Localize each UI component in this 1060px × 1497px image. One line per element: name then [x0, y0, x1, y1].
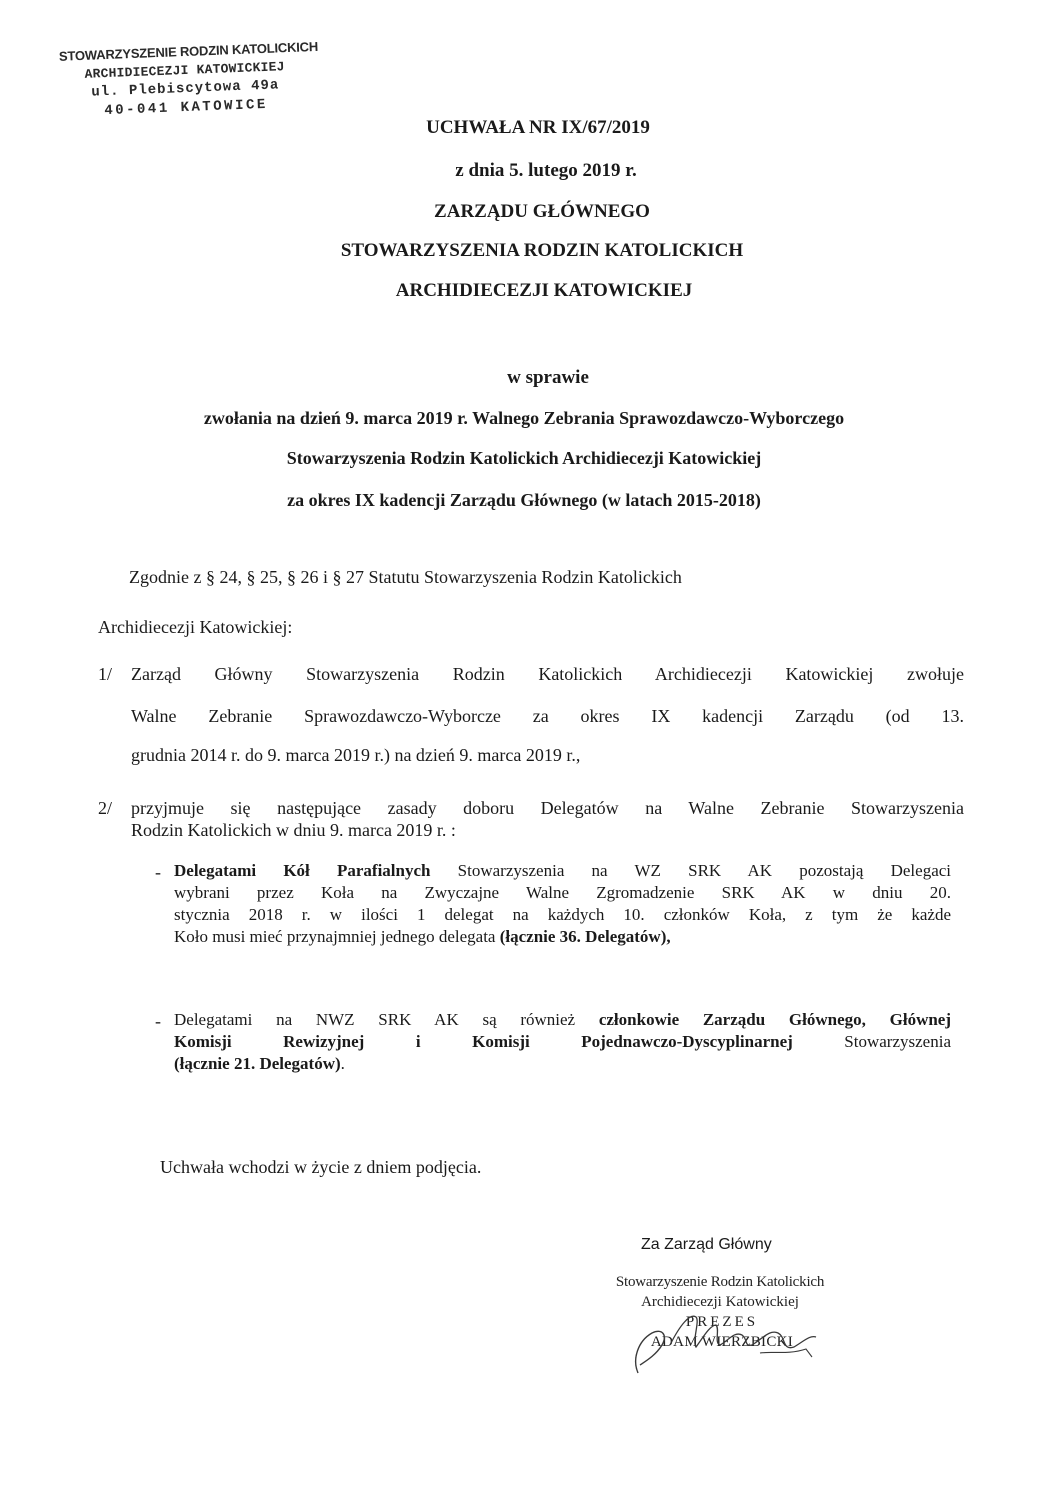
president-name: ADAM WIERZBICKI — [650, 1334, 794, 1350]
subject-line-2: Stowarzyszenia Rodzin Katolickich Archidiecezji Katowickiej — [286, 448, 762, 468]
president-stamp-line-1: Stowarzyszenie Rodzin Katolickich — [615, 1274, 825, 1290]
bullet-2-line-2-rest: Stowarzyszenia — [792, 1032, 951, 1051]
bullet-1-line-2: wybrani przez Koła na Zwyczajne Walne Zgromadzenie SRK AK w dniu 20. — [174, 883, 951, 902]
bullet-1-bold-lead: Delegatami Kół Parafialnych — [174, 861, 431, 880]
bullet-2-dash: - — [155, 1011, 161, 1031]
organization-stamp — [58, 37, 319, 123]
signatory-for: Za Zarząd Główny — [641, 1236, 772, 1253]
resolution-number: UCHWAŁA NR IX/67/2019 — [426, 117, 650, 138]
subject-line-3: za okres IX kadencji Zarządu Głównego (w latach 2015-2018) — [287, 490, 761, 510]
stamp-line-1: STOWARZYSZENIE RODZIN KATOLICKICH — [58, 38, 319, 64]
president-stamp-line-2: Archidiecezji Katowickiej — [641, 1294, 799, 1310]
organization-name-1: STOWARZYSZENIA RODZIN KATOLICKICH — [340, 240, 744, 261]
legal-basis-line-2: Archidiecezji Katowickiej: — [98, 617, 293, 637]
bullet-2-line-3-rest: . — [340, 1054, 345, 1073]
item-2-line-1: przyjmuje się następujące zasady doboru Delegatów na Walne Zebranie Stowarzyszenia — [131, 798, 964, 818]
resolution-date: z dnia 5. lutego 2019 r. — [455, 160, 637, 181]
item-1-number: 1/ — [98, 664, 113, 684]
bullet-2-line-2-bold: Komisji Rewizyjnej i Komisji Pojednawczo-Dyscyplinarnej — [174, 1032, 793, 1051]
subject-line-1: zwołania na dzień 9. marca 2019 r. Walnego Zebrania Sprawozdawczo-Wyborczego — [203, 408, 845, 428]
stamp-line-4: 40-041 KATOWICE — [104, 96, 269, 120]
subject-intro: w sprawie — [507, 367, 589, 388]
bullet-1-line-4-text: Koło musi mieć przynajmniej jednego delegata — [174, 927, 500, 946]
stamp-line-2: ARCHIDIECEZJI KATOWICKIEJ — [84, 59, 285, 82]
handwritten-signature — [610, 1295, 840, 1375]
legal-basis-line-1: Zgodnie z § 24, § 25, § 26 i § 27 Statutu Stowarzyszenia Rodzin Katolickich — [129, 567, 682, 587]
item-2-line-2: Rodzin Katolickich w dniu 9. marca 2019 r. : — [131, 820, 456, 840]
bullet-2-line-1-bold: członkowie Zarządu Głównego, Głównej — [598, 1010, 952, 1029]
bullet-2-line-1-text: Delegatami na NWZ SRK AK są również — [174, 1010, 599, 1029]
bullet-2-delegate-count: (łącznie 21. Delegatów) — [174, 1054, 341, 1073]
item-1-line-3: grudnia 2014 r. do 9. marca 2019 r.) na dzień 9. marca 2019 r., — [131, 745, 581, 765]
organization-name-2: ARCHIDIECEZJI KATOWICKIEJ — [395, 280, 693, 301]
bullet-1-line-3: stycznia 2018 r. w ilości 1 delegat na każdych 10. członków Koła, z tym że każde — [174, 905, 951, 924]
bullet-1-text — [174, 860, 951, 948]
issuing-body: ZARZĄDU GŁÓWNEGO — [434, 201, 650, 222]
bullet-1-delegate-count: (łącznie 36. Delegatów), — [499, 927, 671, 946]
effective-clause: Uchwała wchodzi w życie z dniem podjęcia. — [160, 1157, 482, 1177]
stamp-line-3: ul. Plebiscytowa 49a — [91, 77, 280, 101]
item-2-number: 2/ — [98, 798, 113, 818]
bullet-1-dash: - — [155, 862, 161, 882]
bullet-2-text — [174, 1009, 951, 1075]
item-1-line-1: Zarząd Główny Stowarzyszenia Rodzin Katolickich Archidiecezji Katowickiej zwołuje — [131, 664, 964, 684]
bullet-1-line-1-rest: Stowarzyszenia na WZ SRK AK pozostają Delegaci — [430, 861, 952, 880]
item-1-line-2: Walne Zebranie Sprawozdawczo-Wyborcze za okres IX kadencji Zarządu (od 13. — [131, 706, 964, 726]
president-title: PREZES — [685, 1314, 759, 1330]
